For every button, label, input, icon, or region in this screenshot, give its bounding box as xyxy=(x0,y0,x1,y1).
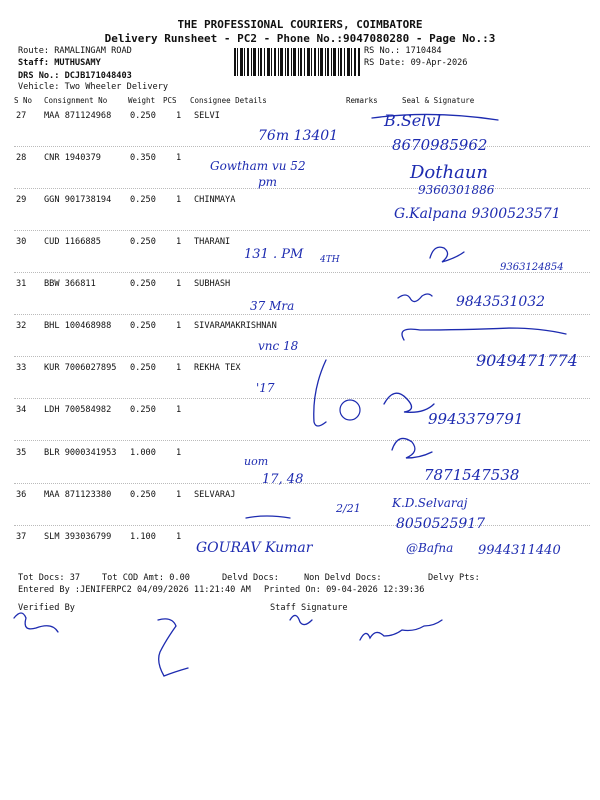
hw-verified-signature xyxy=(14,613,58,632)
hw-verified-mark xyxy=(158,619,188,676)
hw-remark-37: GOURAV Kumar xyxy=(196,540,313,556)
runsheet-subtitle: Delivery Runsheet - PC2 - Phone No.:9047080280 - Page No.:3 xyxy=(104,32,496,45)
row-consignment: KUR 7006027895 xyxy=(44,363,117,373)
row-consignee: SUBHASH xyxy=(194,279,231,289)
row-pcs: 1 xyxy=(176,448,182,458)
row-weight: 0.250 xyxy=(130,111,156,121)
row-weight: 0.250 xyxy=(130,237,156,247)
hw-phone-36: 8050525917 xyxy=(396,516,486,532)
row-sno: 30 xyxy=(16,237,27,247)
entered-by: Entered By :JENIFERPC2 04/09/2026 11:21:40 AM xyxy=(18,585,251,595)
hw-signature-stroke xyxy=(246,516,290,518)
hw-phone-27: 8670985962 xyxy=(392,136,488,154)
row-consignment: BLR 9000341953 xyxy=(44,448,117,458)
hw-signature-stroke xyxy=(314,360,326,426)
hw-remark-36: 2/21 xyxy=(336,502,361,515)
row-sno: 34 xyxy=(16,405,27,415)
row-weight: 0.250 xyxy=(130,195,156,205)
hw-remark-30: 131 . PM xyxy=(244,247,304,262)
company-name: THE PROFESSIONAL COURIERS, COIMBATORE xyxy=(177,18,423,31)
col-header-pcs: PCS xyxy=(163,96,177,105)
row-pcs: 1 xyxy=(176,321,182,331)
row-divider xyxy=(14,314,590,315)
staff-signature-label: Staff Signature xyxy=(270,603,348,613)
hw-seal-29: G.Kalpana 9300523571 xyxy=(394,206,561,222)
row-pcs: 1 xyxy=(176,111,182,121)
row-consignment: CNR 1940379 xyxy=(44,153,101,163)
hw-signature-stroke xyxy=(402,328,566,340)
hw-phone-34: 9943379791 xyxy=(428,410,524,428)
col-header-seal: Seal & Signature xyxy=(402,96,475,105)
row-pcs: 1 xyxy=(176,153,182,163)
delivered-docs: Delvd Docs: xyxy=(222,573,279,583)
row-divider xyxy=(14,146,590,147)
barcode xyxy=(234,48,360,76)
hw-remark-35b: 17, 48 xyxy=(262,472,304,487)
col-header-consignee: Consignee Details xyxy=(190,96,267,105)
hw-phone-35: 7871547538 xyxy=(424,466,520,484)
hw-signature-stroke xyxy=(372,114,498,120)
hw-remark-28a: Gowtham vu 52 xyxy=(210,159,306,173)
hw-phone-37: 9944311440 xyxy=(478,543,561,558)
row-divider xyxy=(14,230,590,231)
hw-remark-27: 76m 13401 xyxy=(258,128,339,144)
hw-circle-mark xyxy=(340,400,360,420)
row-pcs: 1 xyxy=(176,279,182,289)
hw-signature-stroke xyxy=(384,393,434,412)
row-consignee: CHINMAYA xyxy=(194,195,236,205)
rs-number: RS No.: 1710484 xyxy=(364,46,442,56)
row-pcs: 1 xyxy=(176,532,182,542)
delivery-points: Delvy Pts: xyxy=(428,573,480,583)
hw-remark-30b: 4TH xyxy=(320,255,340,265)
row-consignment: SLM 393036799 xyxy=(44,532,112,542)
hw-remark-35a: uom xyxy=(244,455,269,468)
row-divider xyxy=(14,398,590,399)
hw-staff-signature xyxy=(290,615,312,624)
rs-date: RS Date: 09-Apr-2026 xyxy=(364,58,468,68)
hw-phone-32: 9049471774 xyxy=(476,351,578,370)
hw-seal-37: @Bafna xyxy=(406,541,454,555)
col-header-remarks: Remarks xyxy=(346,96,378,105)
row-consignee: SELVI xyxy=(194,111,220,121)
hw-staff-mark xyxy=(360,620,442,640)
row-weight: 0.350 xyxy=(130,153,156,163)
row-consignee: THARANI xyxy=(194,237,231,247)
vehicle-label: Vehicle: Two Wheeler Delivery xyxy=(18,82,169,92)
hw-remark-28b: pm xyxy=(258,175,278,189)
hw-seal-27: B.SelvI xyxy=(384,111,442,130)
row-consignee: SIVARAMAKRISHNAN xyxy=(194,321,277,331)
col-header-sno: S No xyxy=(14,96,33,105)
row-sno: 35 xyxy=(16,448,27,458)
drs-label: DRS No.: DCJB171048403 xyxy=(18,71,132,81)
row-sno: 37 xyxy=(16,532,27,542)
row-pcs: 1 xyxy=(176,237,182,247)
hw-seal-28: Dothaun xyxy=(410,162,489,183)
row-pcs: 1 xyxy=(176,363,182,373)
route-label: Route: RAMALINGAM ROAD xyxy=(18,46,132,56)
row-sno: 28 xyxy=(16,153,27,163)
staff-label: Staff: MUTHUSAMY xyxy=(18,58,101,68)
row-weight: 0.250 xyxy=(130,321,156,331)
row-weight: 1.000 xyxy=(130,448,156,458)
hw-phone-28: 9360301886 xyxy=(418,183,495,197)
hw-seal-36: K.D.Selvaraj xyxy=(392,496,468,510)
col-header-consignment: Consignment No xyxy=(44,96,108,105)
row-sno: 27 xyxy=(16,111,27,121)
row-consignment: LDH 700584982 xyxy=(44,405,112,415)
row-consignment: MAA 871124968 xyxy=(44,111,112,121)
total-docs: Tot Docs: 37 xyxy=(18,573,81,583)
row-sno: 31 xyxy=(16,279,27,289)
hw-signature-stroke xyxy=(398,294,432,302)
row-sno: 33 xyxy=(16,363,27,373)
row-weight: 0.250 xyxy=(130,490,156,500)
row-weight: 0.250 xyxy=(130,279,156,289)
row-consignment: MAA 871123380 xyxy=(44,490,112,500)
row-divider xyxy=(14,525,590,526)
row-consignment: CUD 1166885 xyxy=(44,237,101,247)
hw-remark-32: vnc 18 xyxy=(258,339,299,353)
hw-signature-stroke xyxy=(392,438,432,458)
row-consignment: GGN 901738194 xyxy=(44,195,112,205)
hw-phone-31: 9843531032 xyxy=(456,294,546,310)
row-weight: 1.100 xyxy=(130,532,156,542)
row-sno: 32 xyxy=(16,321,27,331)
hw-remark-31: 37 Mra xyxy=(250,299,295,313)
row-divider xyxy=(14,440,590,441)
row-consignee: SELVARAJ xyxy=(194,490,236,500)
row-divider xyxy=(14,188,590,189)
row-weight: 0.250 xyxy=(130,363,156,373)
row-consignee: REKHA TEX xyxy=(194,363,241,373)
row-divider xyxy=(14,272,590,273)
row-divider xyxy=(14,483,590,484)
hw-phone-30: 9363124854 xyxy=(500,262,564,273)
col-header-weight: Weight xyxy=(128,96,156,105)
non-delivered-docs: Non Delvd Docs: xyxy=(304,573,382,583)
printed-on: Printed On: 09-04-2026 12:39:36 xyxy=(264,585,425,595)
row-consignment: BBW 366811 xyxy=(44,279,96,289)
row-pcs: 1 xyxy=(176,405,182,415)
hw-signature-stroke xyxy=(430,247,464,262)
total-cod-amount: Tot COD Amt: 0.00 xyxy=(102,573,190,583)
row-consignment: BHL 100468988 xyxy=(44,321,112,331)
verified-by-label: Verified By xyxy=(18,603,75,613)
row-pcs: 1 xyxy=(176,195,182,205)
row-weight: 0.250 xyxy=(130,405,156,415)
row-sno: 29 xyxy=(16,195,27,205)
hw-remark-33: '17 xyxy=(256,381,275,395)
row-divider xyxy=(14,356,590,357)
row-pcs: 1 xyxy=(176,490,182,500)
row-sno: 36 xyxy=(16,490,27,500)
